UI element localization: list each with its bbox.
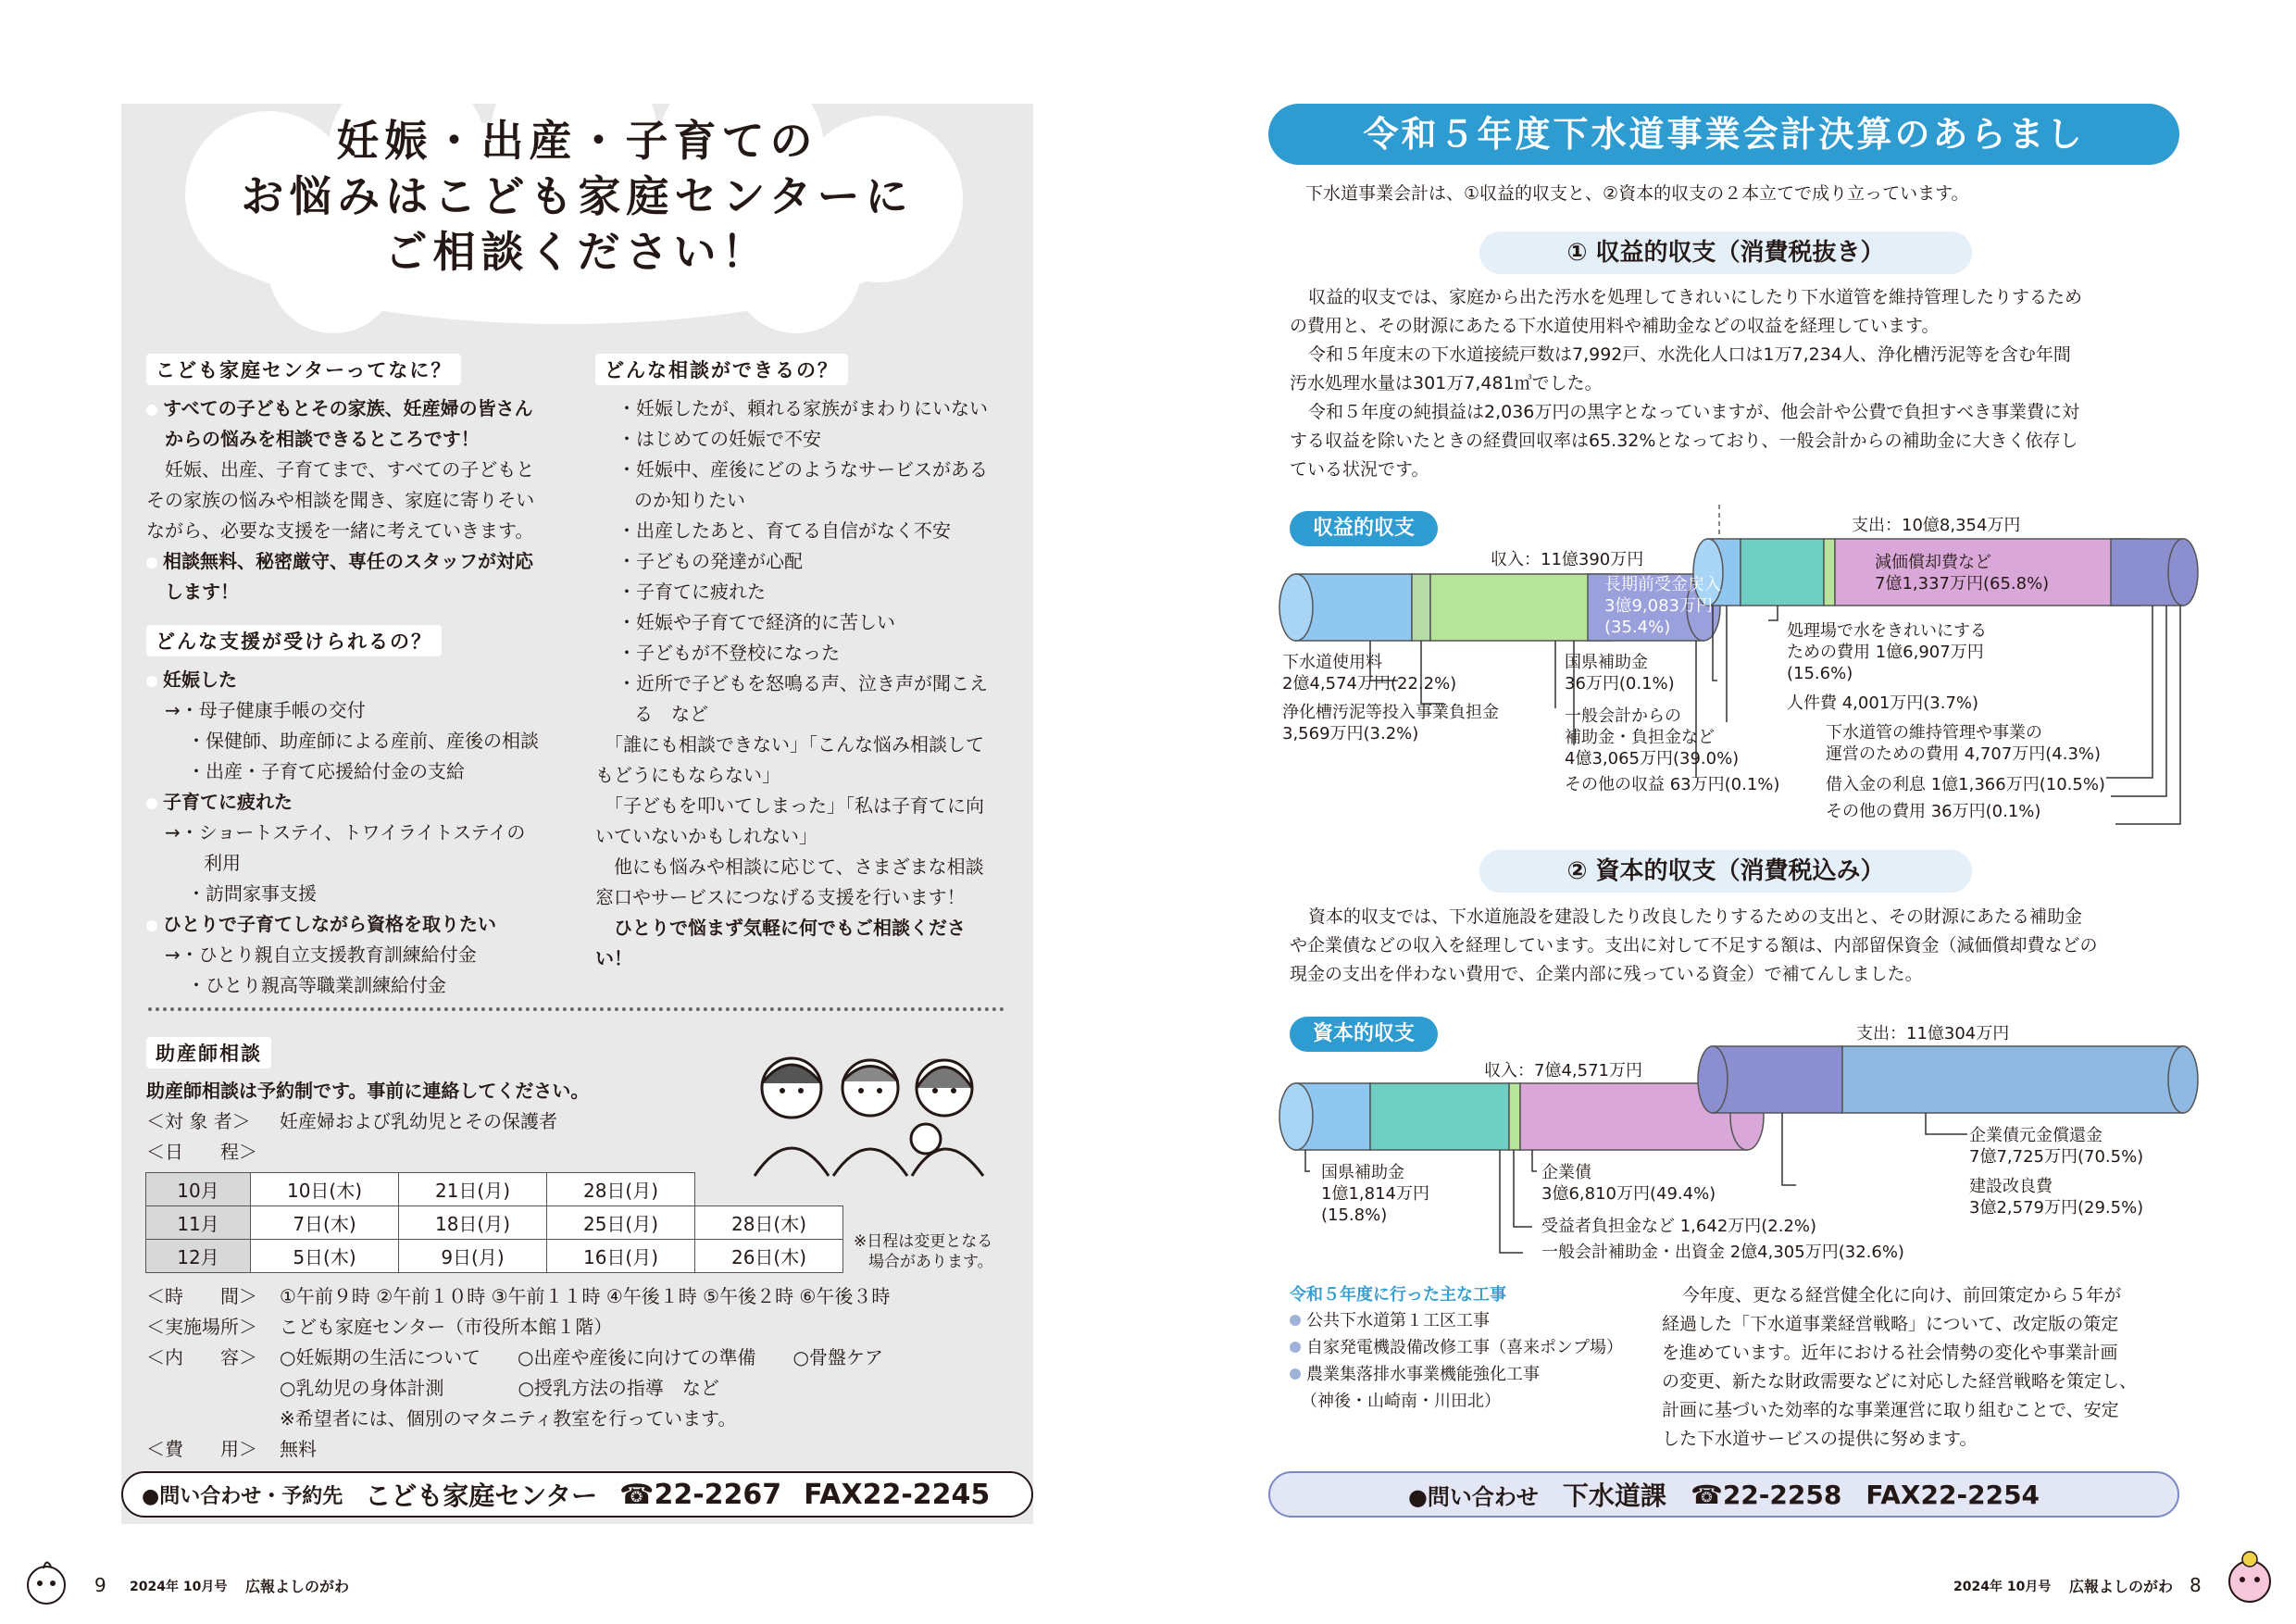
label-beneficiary: 受益者負担金など 1,642万円(2.2%) — [1541, 1217, 1817, 1236]
bullet-icon — [146, 557, 157, 568]
label-treatment: 処理場で水をきれいにする ための費用 1億6,907万円 (15.6%) — [1787, 621, 1987, 683]
date-cell: 5日(木) — [251, 1240, 399, 1273]
footer-name-left: 広報よしのがわ — [245, 1578, 350, 1595]
capital-chart-label: 資本的収支 — [1290, 1017, 1438, 1052]
section-heading-consult: どんな相談ができるの？ — [595, 354, 848, 385]
capital-income-cylinder — [1279, 1083, 1764, 1150]
contact-tel: ☎22-2267 — [619, 1478, 782, 1511]
bullet-icon — [1290, 1368, 1301, 1380]
month-cell: 10月 — [146, 1173, 251, 1206]
segment-construction — [1713, 1046, 1842, 1113]
segment-general-account — [1430, 574, 1611, 641]
capital-expense-title: 支出：11億304万円 — [1856, 1024, 2010, 1043]
contact-name: 下水道課 — [1562, 1480, 1666, 1511]
table-row — [146, 1240, 843, 1273]
footer-name-right: 広報よしのがわ — [2069, 1578, 2174, 1595]
section-capital-text: 資本的収支では、下水道施設を建設したり改良したりするための支出と、その財源にあたる補助金 や企業債などの収入を経理しています。支出に対して不足する額は、内部留保資金（減価償却費などの 現金の支出を伴わない費用で、企業内部に残っている資金）で補てんしました。 — [1290, 906, 2098, 984]
segment-beneficiary — [1509, 1083, 1520, 1150]
schedule-table — [145, 1172, 843, 1273]
income-title: 収入：11億390万円 — [1491, 550, 1644, 569]
bullet-icon — [1290, 1315, 1301, 1326]
content-list: ○妊娠期の生活について ○出産や産後に向けての準備 ○骨盤ケア ○乳幼児の身体計測 ○授乳方法の指導 など ※希望者には、個別のマタニティ教室を行っています。 — [280, 1346, 883, 1430]
section-heading-support: どんな支援が受けられるの？ — [146, 625, 442, 656]
segment-personnel — [1824, 539, 1835, 606]
label-capital-subsidy: 国県補助金 1億1,814万円 (15.8%) — [1321, 1163, 1429, 1225]
table-row — [146, 1173, 843, 1206]
footer-issue-right: 2024年 10月号 — [1953, 1580, 2052, 1594]
contact-fax: FAX22-2254 — [1866, 1479, 2040, 1510]
label-depreciation: 減価償却費など 7億1,337万円(65.8%) — [1875, 553, 2050, 593]
bullet-icon — [146, 405, 157, 416]
month-cell: 11月 — [146, 1206, 251, 1240]
label-general-account: 一般会計からの 補助金・負担金など 4億3,065万円(39.0%) — [1565, 706, 1740, 768]
page-title: 令和５年度下水道事業会計決算のあらまし — [1268, 104, 2179, 165]
family-illustration — [741, 1046, 995, 1181]
works-title: 令和５年度に行った主な工事 — [1290, 1285, 1506, 1305]
section-heading-revenue: ① 収益的収支（消費税抜き） — [1479, 231, 1972, 274]
works-list: 公共下水道第１工区工事 自家発電機設備改修工事（喜来ポンプ場） 農業集落排水事業機能強化工事 （神後・山崎南・川田北） — [1290, 1307, 1623, 1415]
footer-issue-left: 2024年 10月号 — [130, 1580, 228, 1594]
contact-bar-left — [121, 1471, 1033, 1518]
time-value: ①午前９時 ②午前１０時 ③午前１１時 ④午後１時 ⑤午後２時 ⑥午後３時 — [280, 1285, 891, 1307]
page-number-right: 8 — [2190, 1574, 2202, 1596]
title-line-3: ご相談ください！ — [384, 227, 770, 277]
title-line-2: お悩みはこども家庭センターに — [241, 171, 914, 221]
page-number-left: 9 — [94, 1574, 106, 1596]
section-heading-midwife: 助産師相談 — [146, 1037, 271, 1068]
date-cell: 16日(月) — [547, 1240, 695, 1273]
label-national-subsidy: 国県補助金 36万円(0.1%) — [1565, 653, 1675, 693]
bullet-icon — [146, 798, 157, 809]
contact-bar-right — [1268, 1471, 2179, 1518]
section-consult-list: ・妊娠したが、頼れる家族がまわりにいない ・はじめての妊娠で不安 ・妊娠中、産後にどのようなサービスがある のか知りたい ・出産したあと、育てる自信がなく不安 ・子どもの発達が心配 ・子育てに疲れた ・妊娠や子育てで経済的に苦しい ・子どもが不登校になった ・近所で子どもを怒鳴る声、泣き声が聞こえ る など 「誰にも相談できない」「こんな悩み相談して もどうにもならない」 「子どもを叩いてしまった」「私は子育てに向 いていないかもしれない」 他にも悩みや相談に応じて、さまざまな相談 窓口やサービスにつなげる支援を行います！ ひとりで悩まず気軽に何でもご相談くださ い！ — [595, 397, 988, 969]
target-label: ＜対 象 者＞ — [146, 1110, 251, 1132]
dotted-divider — [148, 1007, 1004, 1011]
date-cell: 28日(月) — [547, 1173, 695, 1206]
label-long-term: 長期前受金戻入 3億9,083万円 (35.4%) — [1604, 575, 1721, 637]
title-line-1: 妊娠・出産・子育ての — [336, 116, 818, 166]
target-value: 妊産婦および乳幼児とその保護者 — [280, 1110, 557, 1132]
plan-text: 今年度、更なる経営健全化に向け、前回策定から５年が 経過した「下水道事業経営戦略」について、改定版の策定 を進めています。近年における社会情勢の変化や事業計画 の変更、新たな財政需要などに対応した経営戦略を策定し、 計画に基づいた効率的な事業運営に取り組むことで、安定 した下水道サービスの提供に努めます。 — [1662, 1285, 2138, 1449]
table-row — [146, 1206, 843, 1240]
section-about-text: すべての子どもとその家族、妊産婦の皆さん からの悩みを相談できるところです！ 妊娠、出産、子育てまで、すべての子どもと その家族の悩みや相談を聞き、家庭に寄りそい ながら、必要な支援を一緒に考えていきます。 相談無料、秘密厳守、専任のスタッフが対応 します！ — [146, 397, 535, 603]
fee-label: ＜費 用＞ — [146, 1438, 257, 1460]
section-heading-about: こども家庭センターってなに？ — [146, 354, 461, 385]
label-interest: 借入金の利息 1億1,366万円(10.5%) — [1826, 775, 2105, 794]
label-maintenance: 下水道管の維持管理や事業の 運営のための費用 4,707万円(4.3%) — [1826, 723, 2102, 764]
segment-treatment-main — [1741, 539, 1824, 606]
contact-tel: ☎22-2258 — [1690, 1479, 1842, 1510]
date-cell: 26日(木) — [695, 1240, 843, 1273]
label-personnel: 人件費 4,001万円(3.7%) — [1787, 693, 1979, 713]
section-revenue-text: 収益的収支では、家庭から出た汚水を処理してきれいにしたり下水道管を維持管理したりするため の費用と、その財源にあたる下水道使用料や補助金などの収益を経理しています。 令和５年度末の下水道接続戸数は7,992戸、水洗化人口は1万7,234人、浄化槽汚泥等を含む年間 汚水処理水量は301万7,481㎥でした。 令和５年度の純損益は2,036万円の黒字となっていますが、他会計や公費で負担すべき事業費に対 する収益を除いたときの経費回収率は65.32%となっており、一般会計からの補助金に大きく依存し ている状況です。 — [1290, 287, 2083, 480]
time-label: ＜時 間＞ — [146, 1285, 257, 1307]
section-support-list: 妊娠した →・母子健康手帳の交付 ・保健師、助産師による産前、産後の相談 ・出産・子育て応援給付金の支給 子育てに疲れた →・ショートステイ、トワイライトステイの 利用 ・訪問家事支援 ひとりで子育てしながら資格を取りたい →・ひとり親自立支援教育訓練給付金 ・ひとり親高等職業訓練給付金 — [146, 665, 568, 1001]
date-cell: 28日(木) — [695, 1206, 843, 1240]
intro-text: 下水道事業会計は、①収益的収支と、②資本的収支の２本立てで成り立っています。 — [1305, 183, 1969, 204]
contact-label: ●問い合わせ・予約先 — [142, 1484, 343, 1508]
revenue-chart-label: 収益的収支 — [1290, 511, 1438, 546]
label-other-revenue: その他の収益 63万円(0.1%) — [1565, 775, 1780, 794]
mascot-pink-icon — [2222, 1548, 2277, 1605]
bullet-icon — [1290, 1342, 1301, 1353]
label-bond-repayment: 企業債元金償還金 7億7,725万円(70.5%) — [1969, 1126, 2144, 1167]
expense-title: 支出：10億8,354万円 — [1852, 516, 2021, 535]
label-bonds: 企業債 3億6,810万円(49.4%) — [1541, 1163, 1716, 1204]
place-label: ＜実施場所＞ — [146, 1316, 257, 1338]
label-construction: 建設改良費 3億2,579万円(29.5%) — [1969, 1177, 2144, 1218]
content-label: ＜内 容＞ — [146, 1346, 257, 1368]
label-sewer-fee: 下水道使用料 2億4,574万円(22.2%) — [1282, 653, 1457, 693]
segment-bond-repayment — [1842, 1046, 2183, 1113]
place-value: こども家庭センター（市役所本館１階） — [280, 1316, 613, 1338]
date-cell: 25日(月) — [547, 1206, 695, 1240]
label-general-investment: 一般会計補助金・出資金 2億4,305万円(32.6%) — [1541, 1243, 1904, 1262]
bullet-icon — [146, 676, 157, 687]
date-cell — [695, 1173, 843, 1206]
segment-septic — [1412, 574, 1430, 641]
contact-fax: FAX22-2245 — [804, 1478, 991, 1511]
segment-general-investment — [1370, 1083, 1509, 1150]
bullet-icon — [146, 920, 157, 931]
month-cell: 12月 — [146, 1240, 251, 1273]
date-cell: 18日(月) — [399, 1206, 547, 1240]
midwife-lead: 助産師相談は予約制です。事前に連絡してください。 — [146, 1080, 590, 1102]
date-cell: 21日(月) — [399, 1173, 547, 1206]
label-septic: 浄化槽汚泥等投入事業負担金 3,569万円(3.2%) — [1282, 703, 1499, 743]
date-cell: 7日(木) — [251, 1206, 399, 1240]
mascot-icon — [23, 1555, 69, 1606]
capital-income-title: 収入：7億4,571万円 — [1484, 1061, 1642, 1081]
date-cell: 9日(月) — [399, 1240, 547, 1273]
label-other-expense: その他の費用 36万円(0.1%) — [1826, 802, 2041, 821]
schedule-note: ※日程は変更となる 場合があります。 — [854, 1232, 993, 1271]
capital-expense-cylinder — [1698, 1046, 2198, 1113]
section-heading-capital: ② 資本的収支（消費税込み） — [1479, 850, 1972, 893]
schedule-label: ＜日 程＞ — [146, 1141, 257, 1163]
contact-label: ●問い合わせ — [1407, 1483, 1539, 1510]
contact-name: こども家庭センター — [365, 1480, 598, 1511]
fee-value: 無料 — [280, 1438, 317, 1460]
date-cell: 10日(木) — [251, 1173, 399, 1206]
